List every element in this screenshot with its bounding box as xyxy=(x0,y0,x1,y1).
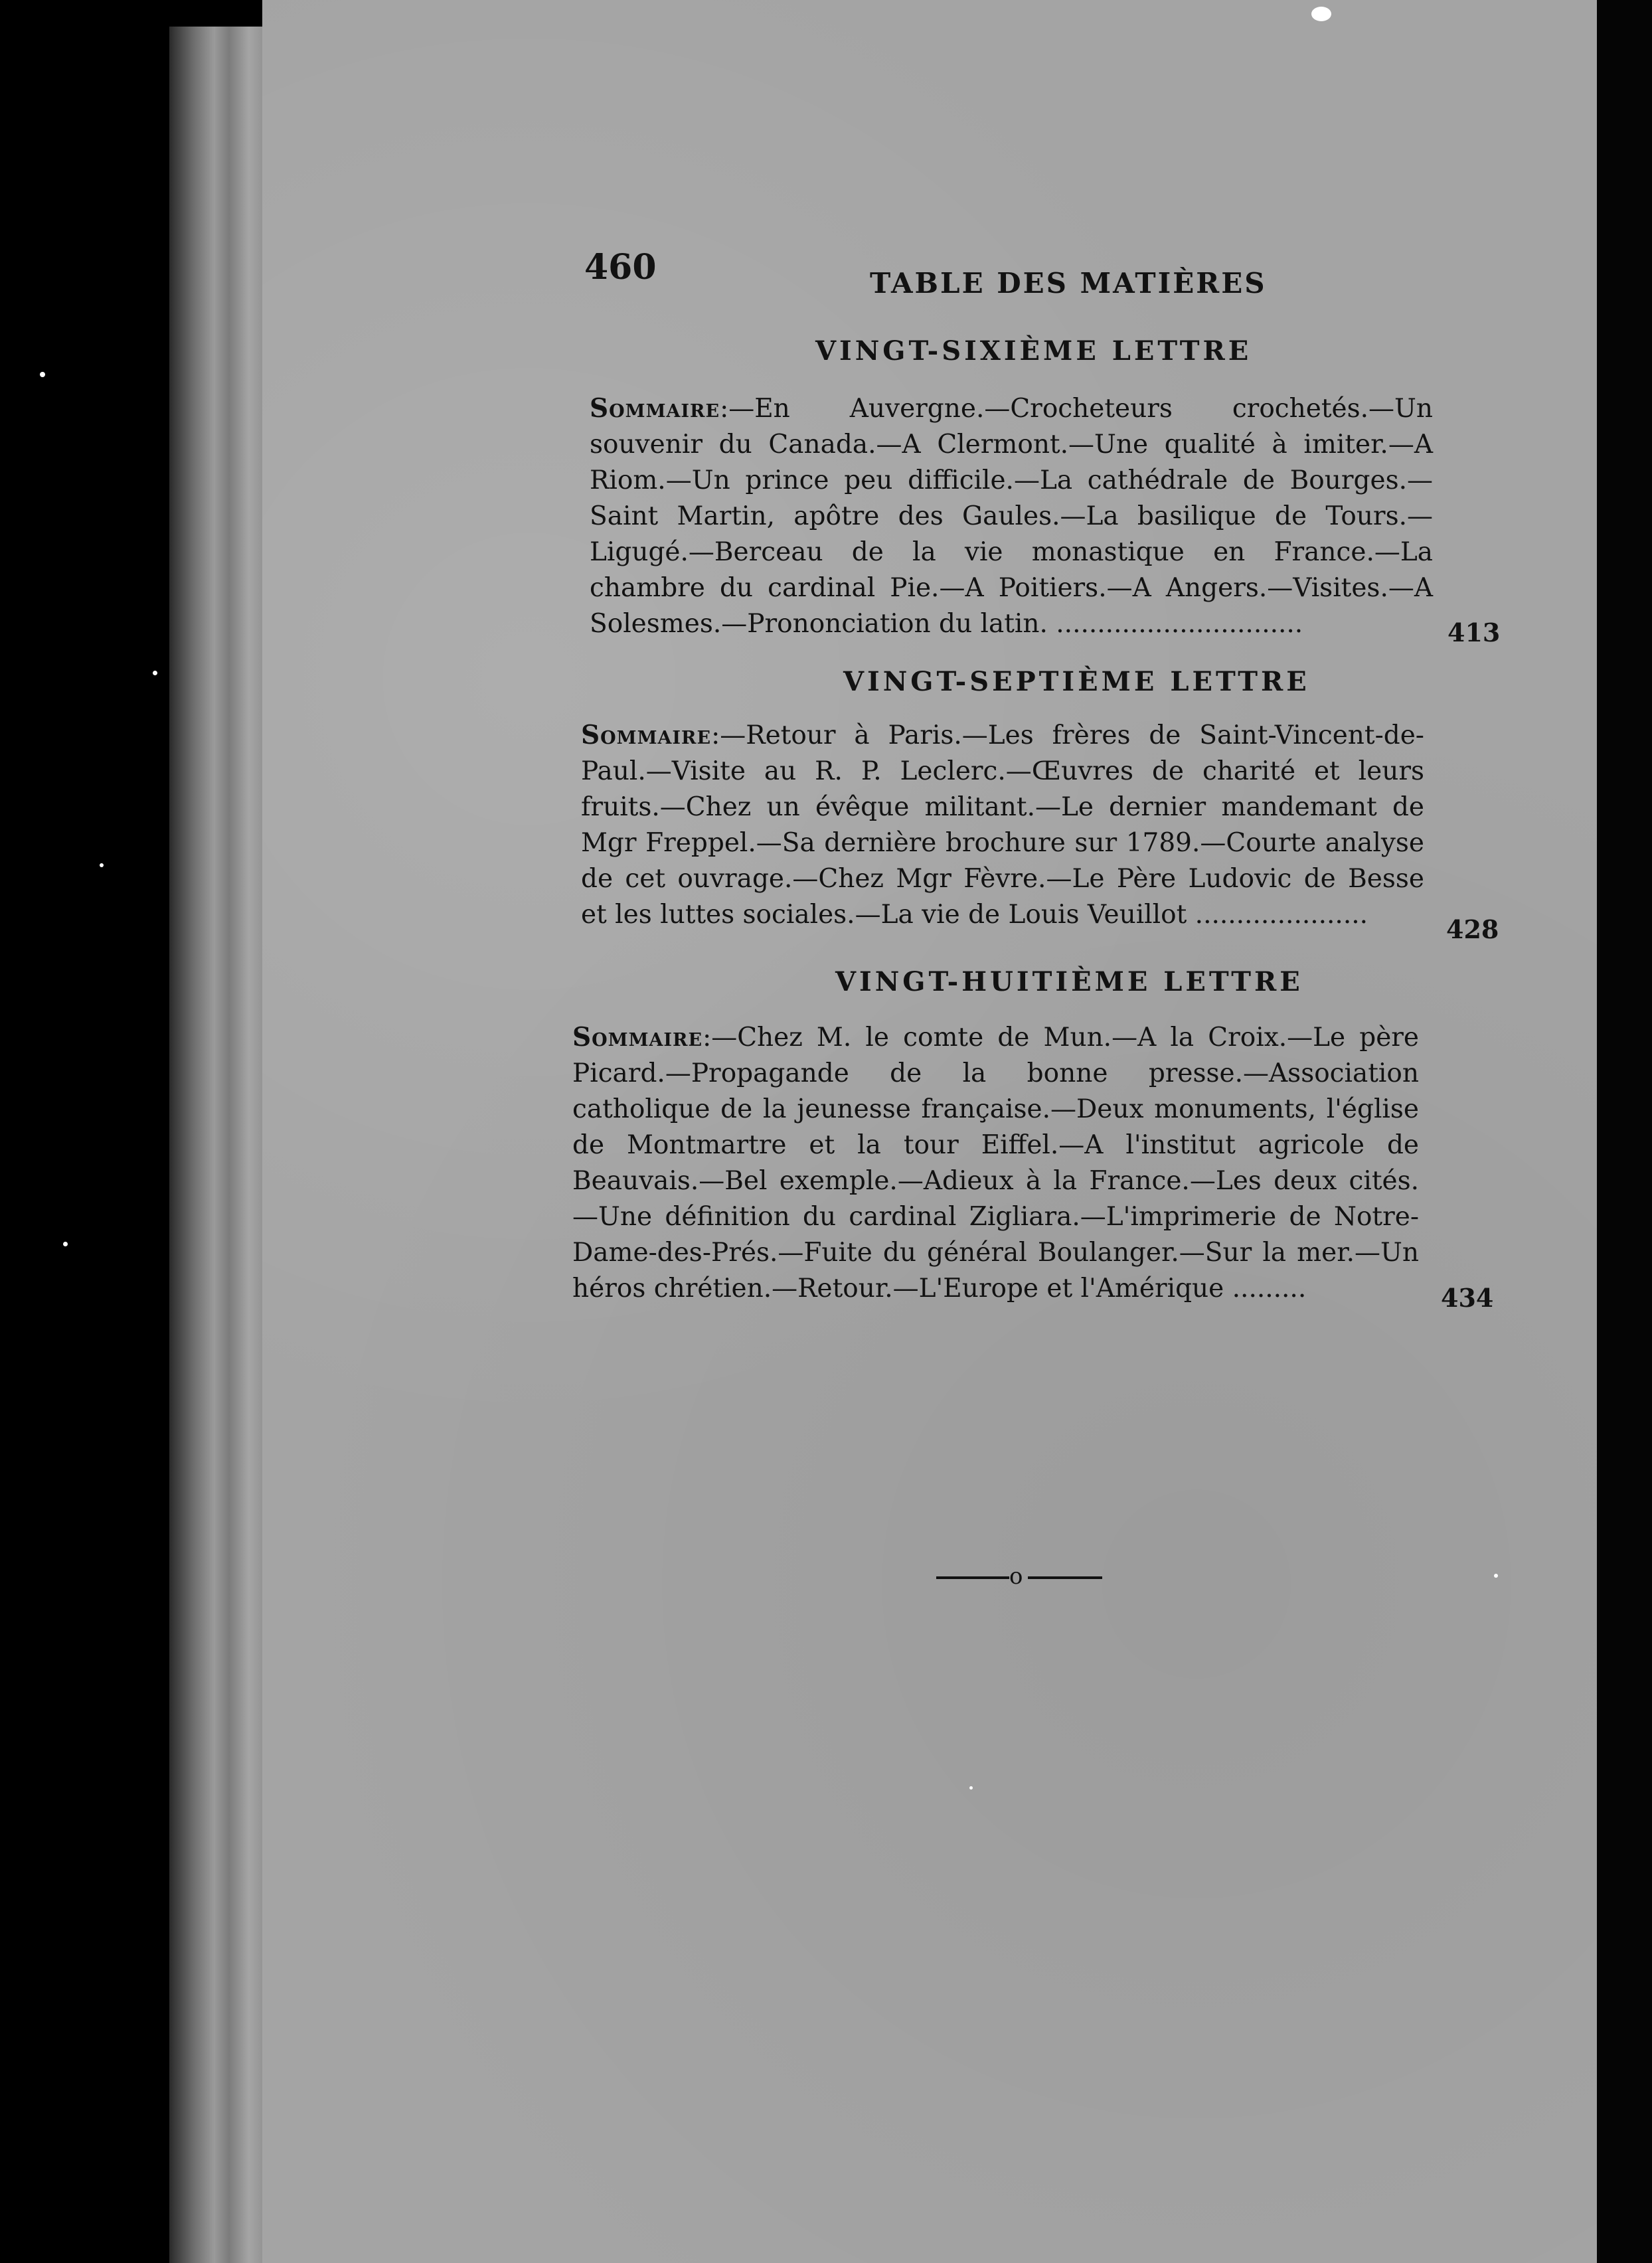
section-title-27: VINGT-SEPTIÈME LETTRE xyxy=(843,666,1310,697)
scan-speck xyxy=(100,863,104,867)
scan-speck xyxy=(969,1786,973,1790)
page-ref-27: 428 xyxy=(1446,914,1499,944)
summary-text: :—En Auvergne.—Crocheteurs crochetés.—Un souvenir du Canada.—A Clermont.—Une qualité à imiter.—A Riom.—Un prince peu difficile.—La cathédrale de Bourges.—Saint Martin, apôtre des Gaules.—La basilique de Tours.—Ligugé.—Berceau de la vie monastique en France.—La chambre du cardinal Pie.—A Poitiers.—A Angers.—Visites.—A Solesmes.—Prononciation du latin. xyxy=(590,394,1433,639)
scan-speck xyxy=(40,372,45,377)
scan-speck xyxy=(153,671,157,675)
running-head: TABLE DES MATIÈRES xyxy=(870,267,1267,299)
ornament-circle: o xyxy=(1009,1563,1023,1590)
scan-speck xyxy=(1311,7,1331,21)
page-gutter-edge xyxy=(169,27,269,2263)
summary-label: Sommaire xyxy=(572,1022,703,1052)
summary-28 xyxy=(572,1019,1419,1307)
summary-label: Sommaire xyxy=(590,393,720,424)
leader-dots: .............................. xyxy=(1047,609,1303,639)
leader-dots: ..................... xyxy=(1187,900,1368,930)
ornament-line-left xyxy=(936,1576,1009,1579)
summary-text: :—Chez M. le comte de Mun.—A la Croix.—Le père Picard.—Propagande de la bonne presse.—Association catholique de la jeunesse française.—Deux monuments, l'église de Montmartre et la tour Eiffel.—A l'institut agricole de Beauvais.—Bel exemple.—Adieux à la France.—Les deux cités.—Une définition du cardinal Zigliara.—L'imprimerie de Notre-Dame-des-Prés.—Fuite du général Boulanger.—Sur la mer.—Un héros chrétien.—Retour.—L'Europe et l'Amérique xyxy=(572,1023,1419,1303)
page-number: 460 xyxy=(584,247,657,288)
section-title-26: VINGT-SIXIÈME LETTRE xyxy=(815,335,1252,367)
summary-27 xyxy=(581,717,1424,933)
page-ref-26: 413 xyxy=(1447,618,1501,647)
summary-label: Sommaire xyxy=(581,720,712,750)
summary-26 xyxy=(590,390,1433,642)
scan-speck xyxy=(63,1242,68,1246)
leader-dots: ......... xyxy=(1224,1274,1307,1303)
section-title-28: VINGT-HUITIÈME LETTRE xyxy=(835,966,1303,997)
right-margin-shadow xyxy=(1597,0,1652,2263)
page-ref-28: 434 xyxy=(1441,1283,1494,1313)
summary-text: :—Retour à Paris.—Les frères de Saint-Vincent-de-Paul.—Visite au R. P. Leclerc.—Œuvres de charité et leurs fruits.—Chez un évêque militant.—Le dernier mandemant de Mgr Freppel.—Sa dernière brochure sur 1789.—Courte analyse de cet ouvrage.—Chez Mgr Fèvre.—Le Père Ludovic de Besse et les luttes sociales.—La vie de Louis Veuillot xyxy=(581,720,1424,930)
scan-speck xyxy=(1494,1574,1498,1578)
ornament-line-right xyxy=(1028,1576,1102,1579)
end-ornament xyxy=(936,1563,1102,1590)
